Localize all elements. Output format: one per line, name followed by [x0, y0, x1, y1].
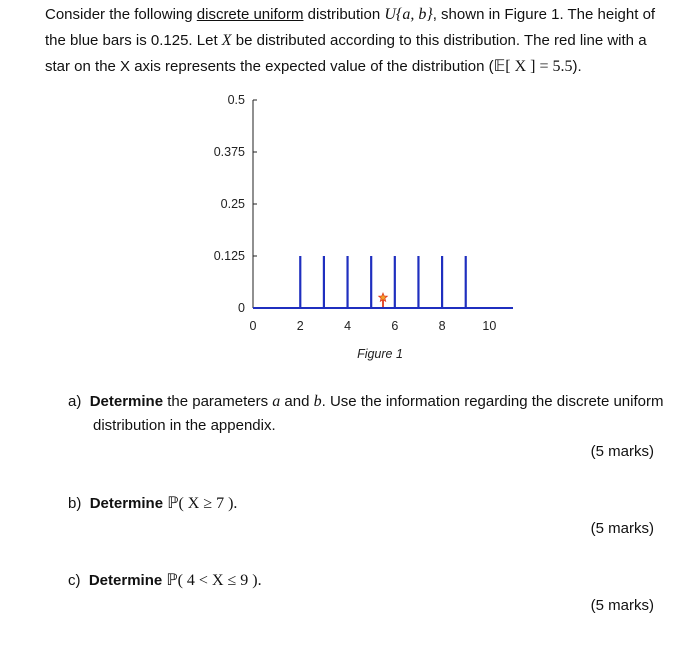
question-text: distribution in the appendix.: [93, 417, 276, 434]
intro-text: ).: [572, 58, 582, 75]
question-b: [68, 492, 237, 516]
random-variable: X: [221, 32, 232, 49]
x-tick-label: 6: [391, 319, 399, 333]
question-c: [68, 569, 262, 593]
question-label: a): [68, 393, 82, 410]
question-verb: Determine: [89, 495, 164, 512]
x-tick-label: 10: [482, 319, 497, 333]
x-tick-label: 0: [249, 319, 257, 333]
x-tick-label: 2: [296, 319, 304, 333]
question-a: [68, 390, 663, 438]
x-tick-label: 8: [438, 319, 446, 333]
question-text: . Use the information regarding the discrete uniform: [321, 393, 664, 410]
marks-b: (5 marks): [590, 520, 654, 537]
param-a: a: [272, 393, 281, 410]
intro-line-3: [45, 54, 660, 80]
intro-text: be distributed according to this distribution. The red line with a: [231, 32, 647, 49]
y-tick-label: 0.25: [220, 197, 245, 211]
probability-expr: ℙ( 4 < X ≤ 9 ).: [166, 572, 262, 589]
expected-value-expr: 𝔼[ X ] = 5.5: [493, 58, 573, 75]
x-tick-label: 4: [344, 319, 352, 333]
discrete-uniform-term: discrete uniform: [196, 6, 304, 23]
intro-text: Consider the following: [45, 6, 197, 23]
question-label: c): [68, 572, 81, 589]
intro-text: distribution: [303, 6, 385, 23]
y-tick-label: 0.5: [227, 93, 245, 107]
y-tick-label: 0.375: [213, 145, 245, 159]
question-text: the parameters: [163, 393, 273, 410]
intro-text: , shown in Figure 1. The height of: [432, 6, 656, 23]
pmf-chart: [190, 90, 530, 370]
marks-c: (5 marks): [590, 597, 654, 614]
expected-value-star: [379, 293, 388, 301]
question-verb: Determine: [89, 393, 164, 410]
y-tick-label: 0.125: [213, 249, 245, 263]
probability-expr: ℙ( X ≥ 7 ).: [167, 495, 238, 512]
figure-caption: Figure 1: [357, 347, 403, 361]
marks-a: (5 marks): [590, 443, 654, 460]
intro-text: star on the X axis represents the expected value of the distribution (: [45, 58, 494, 75]
question-text: and: [280, 393, 314, 410]
question-label: b): [68, 495, 82, 512]
y-tick-label: 0: [238, 301, 245, 315]
question-verb: Determine: [88, 572, 163, 589]
problem-statement: [45, 2, 660, 80]
distribution-notation: U{a, b}: [384, 6, 433, 23]
intro-line-1: [45, 2, 660, 28]
intro-line-2: [45, 28, 660, 54]
param-b: b: [313, 393, 322, 410]
intro-text: the blue bars is 0.125. Let: [45, 32, 222, 49]
